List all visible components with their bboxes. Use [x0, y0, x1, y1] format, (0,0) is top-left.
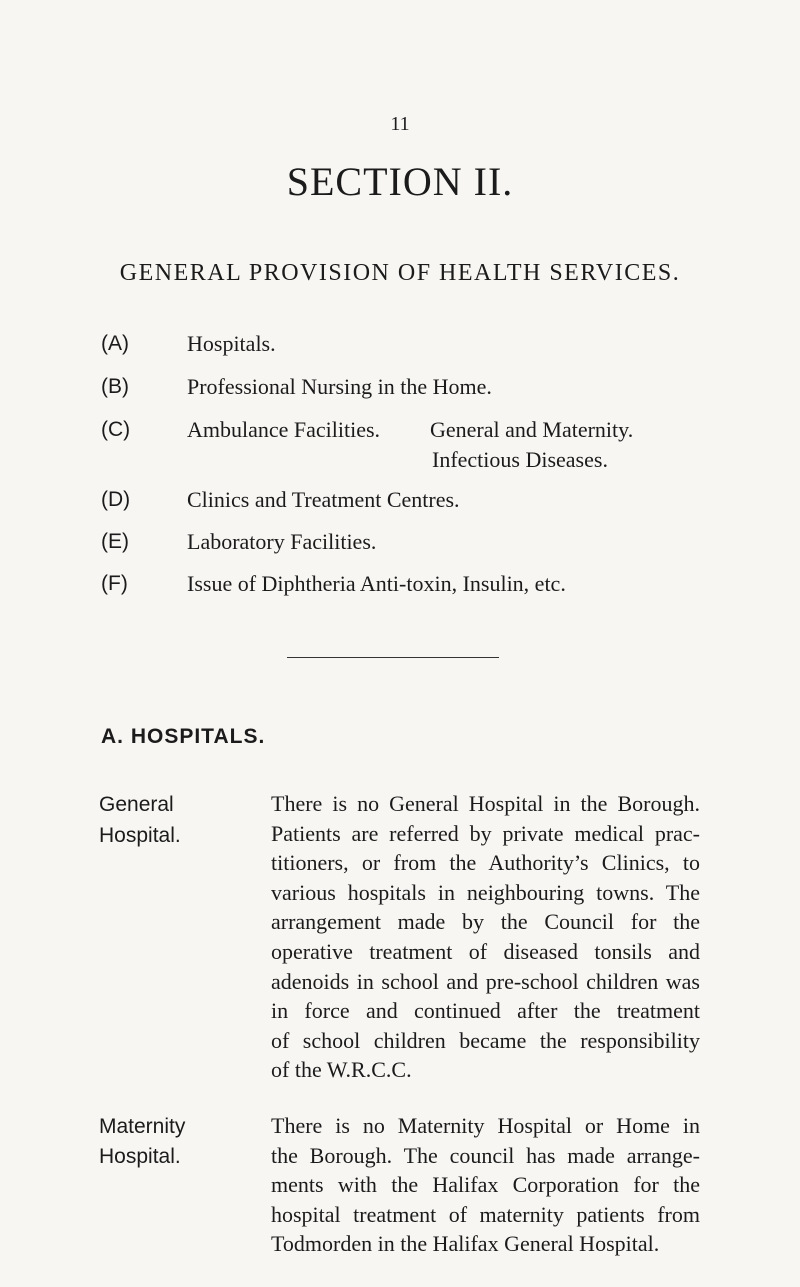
divider	[287, 657, 499, 658]
provision-text: Ambulance Facilities.	[187, 417, 381, 442]
provision-letter: (D)	[101, 488, 131, 511]
page-number: 11	[390, 113, 410, 135]
provision-text: Hospitals.	[187, 331, 276, 356]
provision-text: Clinics and Treatment Centres.	[187, 487, 460, 512]
paragraph-line: Todmorden in the Halifax General Hospital.	[271, 1231, 660, 1257]
provision-text: Laboratory Facilities.	[187, 529, 377, 554]
provision-letter: (A)	[101, 332, 129, 355]
paragraph-line: arrangement made by the Council for the	[271, 909, 700, 935]
paragraph-line: operative treatment of diseased tonsils and	[271, 939, 700, 964]
subtitle: GENERAL PROVISION OF HEALTH SERVICES.	[119, 260, 681, 286]
provision-text: Professional Nursing in the Home.	[187, 374, 492, 399]
paragraph-line: of the W.R.C.C.	[271, 1057, 412, 1083]
provision-extra: General and Maternity.	[430, 417, 634, 442]
provision-letter: (E)	[101, 530, 129, 553]
paragraph-line: various hospitals in neighbouring towns. The	[271, 879, 700, 905]
provision-extra: Infectious Diseases.	[432, 447, 608, 472]
paragraph-line: the Borough. The council has made arrange-	[271, 1142, 700, 1168]
provision-letter: (F)	[101, 572, 128, 595]
label-line: Hospital.	[99, 824, 181, 847]
paragraph-line: There is no General Hospital in the Borough.	[271, 791, 700, 816]
paragraph-line: in force and continued after the treatment	[271, 998, 700, 1024]
paragraph-line: of school children became the responsibility	[271, 1027, 700, 1053]
provision-letter: (B)	[101, 375, 129, 398]
provision-letter: (C)	[101, 418, 131, 441]
paragraph-line: hospital treatment of maternity patients from	[271, 1201, 700, 1227]
provision-text: Issue of Diphtheria Anti-toxin, Insulin, etc.	[187, 571, 566, 596]
label-line: Hospital.	[99, 1145, 181, 1168]
label-line: Maternity	[99, 1115, 186, 1138]
paragraph-line: adenoids in school and pre-school children was	[271, 968, 700, 994]
paragraph-line: titioners, or from the Authority’s Clinics, to	[271, 850, 700, 876]
section-title: SECTION II.	[286, 159, 514, 204]
hospitals-heading: A. HOSPITALS.	[101, 725, 266, 748]
paragraph-line: Patients are referred by private medical prac-	[271, 820, 700, 846]
label-line: General	[99, 793, 174, 816]
paragraph-line: There is no Maternity Hospital or Home in	[271, 1113, 700, 1138]
paragraph-line: ments with the Halifax Corporation for the	[271, 1172, 700, 1198]
